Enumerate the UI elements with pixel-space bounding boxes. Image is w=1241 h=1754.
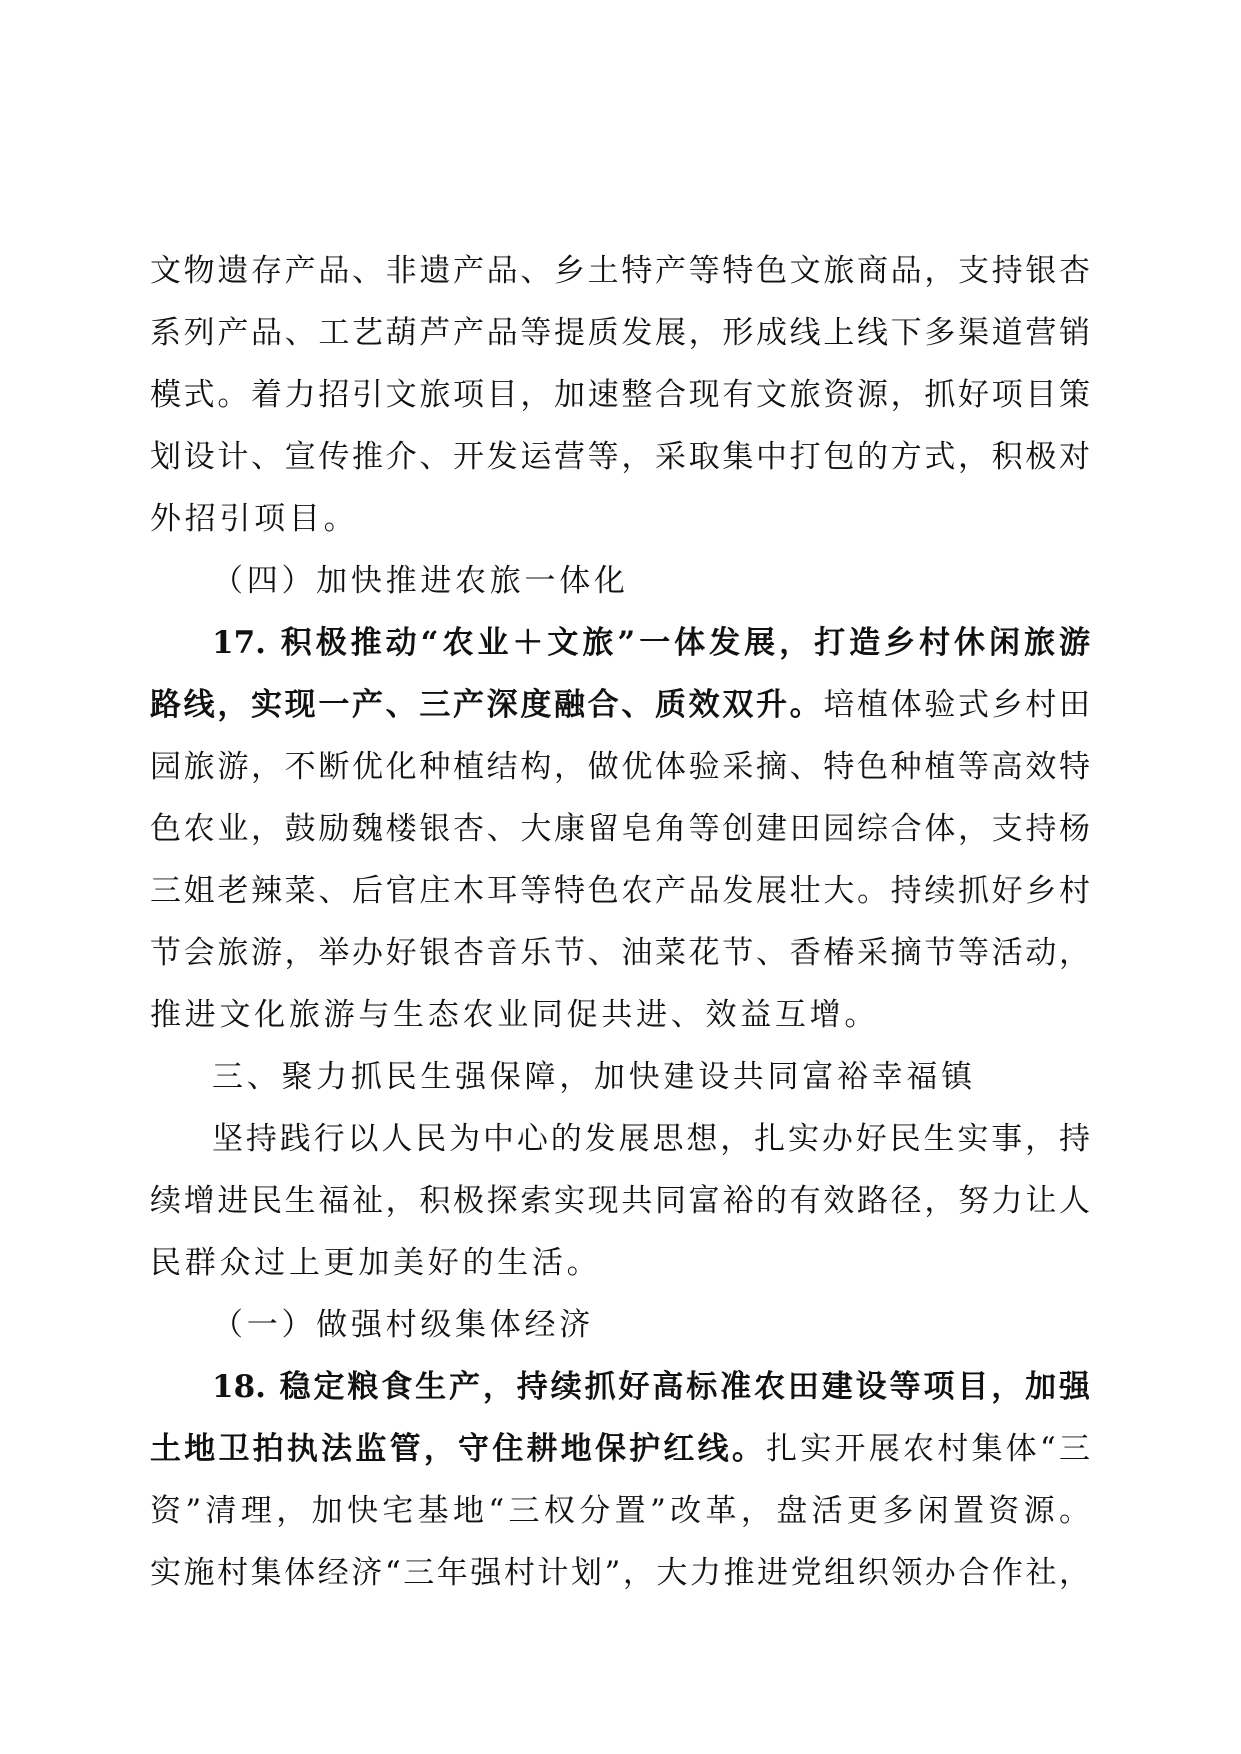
- text-line: 实施村集体经济“三年强村计划”，大力推进党组织领办合作社，: [150, 1555, 1090, 1591]
- document-body: [150, 240, 1090, 1604]
- text-line: 三姐老辣菜、后官庄木耳等特色农产品发展壮大。持续抓好乡村: [150, 873, 1090, 909]
- paragraph-item-17: [150, 612, 1090, 1046]
- text-line: 外招引项目。: [150, 501, 359, 537]
- item-heading-bold: 路线，实现一产、三产深度融合、质效双升。: [150, 687, 824, 723]
- text-line: 资”清理，加快宅基地“三权分置”改革，盘活更多闲置资源。: [150, 1493, 1090, 1529]
- text-line: 节会旅游，举办好银杏音乐节、油菜花节、香椿采摘节等活动，: [150, 935, 1090, 971]
- paragraph-section-3-intro: [150, 1108, 1090, 1294]
- paragraph-cultural-products: [150, 240, 1090, 550]
- section-heading: 三、聚力抓民生强保障，加快建设共同富裕幸福镇: [212, 1059, 976, 1095]
- text-line: 模式。着力招引文旅项目，加速整合现有文旅资源，抓好项目策: [150, 377, 1090, 413]
- text-line: 色农业，鼓励魏楼银杏、大康留皂角等创建田园综合体，支持杨: [150, 811, 1090, 847]
- text-line: [150, 674, 1090, 736]
- text-run: 扎实开展农村集体“三: [766, 1431, 1090, 1467]
- text-line: 系列产品、工艺葫芦产品等提质发展，形成线上线下多渠道营销: [150, 315, 1090, 351]
- text-line: 民群众过上更加美好的生活。: [150, 1245, 602, 1281]
- text-line: [150, 1418, 1090, 1480]
- section-heading: （一）做强村级集体经济: [212, 1307, 594, 1343]
- text-line: 划设计、宣传推介、开发运营等，采取集中打包的方式，积极对: [150, 439, 1090, 475]
- paragraph-item-18: [150, 1356, 1090, 1604]
- item-heading-bold: 18. 稳定粮食生产，持续抓好高标准农田建设等项目，加强: [212, 1369, 1090, 1405]
- text-line: 续增进民生福祉，积极探索实现共同富裕的有效路径，努力让人: [150, 1183, 1090, 1219]
- item-heading-bold: 17. 积极推动“农业＋文旅”一体发展，打造乡村休闲旅游: [212, 625, 1090, 661]
- text-line: 坚持践行以人民为中心的发展思想，扎实办好民生实事，持: [212, 1121, 1090, 1157]
- item-heading-bold: 土地卫拍执法监管，守住耕地保护红线。: [150, 1431, 767, 1467]
- section-heading: （四）加快推进农旅一体化: [212, 563, 629, 599]
- text-line: 园旅游，不断优化种植结构，做优体验采摘、特色种植等高效特: [150, 749, 1090, 785]
- text-line: 推进文化旅游与生态农业同促共进、效益互增。: [150, 997, 880, 1033]
- text-run: 培植体验式乡村田: [823, 687, 1091, 723]
- text-line: 文物遗存产品、非遗产品、乡土特产等特色文旅商品，支持银杏: [150, 253, 1090, 289]
